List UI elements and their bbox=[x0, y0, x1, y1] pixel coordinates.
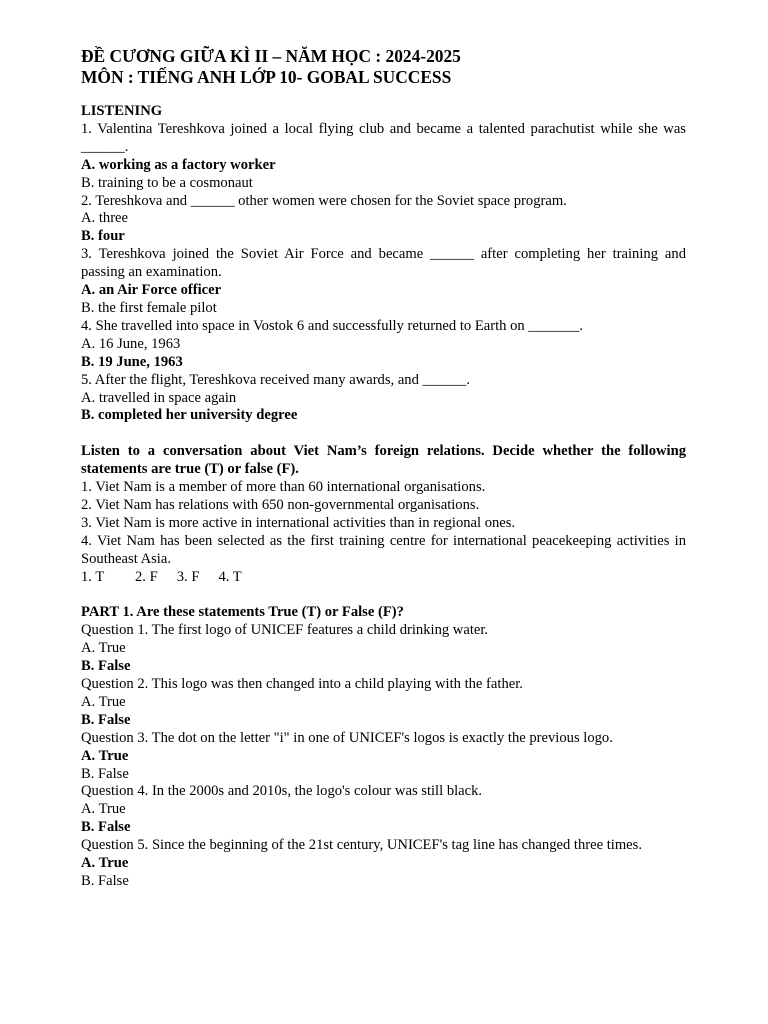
part1-q5-option-a: A. True bbox=[81, 855, 129, 872]
part1-q1-option-a: A. True bbox=[81, 640, 126, 657]
conversation-answer-key bbox=[81, 569, 686, 587]
listening-q1-option-b: B. training to be a cosmonaut bbox=[81, 174, 253, 191]
listening-q3-option-a: A. an Air Force officer bbox=[81, 282, 222, 299]
conversation-statement-4: 4. Viet Nam has been selected as the first training centre for international peacekeeping activities in Southeast Asia. bbox=[81, 532, 686, 567]
listening-q5-option-b: B. completed her university degree bbox=[81, 407, 298, 424]
part1-q5-stem: Question 5. Since the beginning of the 21st century, UNICEF's tag line has changed three times. bbox=[81, 837, 642, 854]
listening-q4-stem: 4. She travelled into space in Vostok 6 and successfully returned to Earth on _______. bbox=[81, 317, 584, 334]
part1-q3-option-a: A. True bbox=[81, 747, 129, 764]
answer-4: 4. T bbox=[218, 568, 242, 585]
listening-q2-option-a: A. three bbox=[81, 210, 129, 227]
part1-q2-option-b: B. False bbox=[81, 711, 131, 728]
conversation-statement-2: 2. Viet Nam has relations with 650 non-governmental organisations. bbox=[81, 496, 480, 513]
listening-q3-stem: 3. Tereshkova joined the Soviet Air Force and became ______ after completing her training and passing an examination. bbox=[81, 246, 686, 281]
answer-2: 2. F bbox=[135, 568, 158, 585]
answer-1: 1. T bbox=[81, 568, 105, 585]
listening-q3-option-b: B. the first female pilot bbox=[81, 299, 217, 316]
part1-q5-option-b: B. False bbox=[81, 872, 129, 889]
part1-q4-stem: Question 4. In the 2000s and 2010s, the logo's colour was still black. bbox=[81, 783, 483, 800]
part1-q2-stem: Question 2. This logo was then changed into a child playing with the father. bbox=[81, 675, 523, 692]
part1-q3-stem: Question 3. The dot on the letter "i" in one of UNICEF's logos is exactly the previous logo. bbox=[81, 729, 613, 746]
listening-q4-option-a: A. 16 June, 1963 bbox=[81, 335, 181, 352]
answer-3: 3. F bbox=[176, 568, 200, 585]
spacer bbox=[81, 586, 686, 604]
listening-q5-stem: 5. After the flight, Tereshkova received many awards, and ______. bbox=[81, 371, 470, 388]
part1-q1-stem: Question 1. The first logo of UNICEF features a child drinking water. bbox=[81, 622, 489, 639]
document-body bbox=[81, 46, 686, 891]
spacer bbox=[81, 87, 686, 103]
part1-heading: PART 1. Are these statements True (T) or False (F)? bbox=[81, 604, 404, 621]
part1-q1-option-b: B. False bbox=[81, 658, 131, 675]
listening-q5-option-a: A. travelled in space again bbox=[81, 389, 237, 406]
conversation-statement-3: 3. Viet Nam is more active in international activities than in regional ones. bbox=[81, 514, 516, 531]
conversation-instruction: Listen to a conversation about Viet Nam’s foreign relations. Decide whether the following statements are true (T) or false (F). bbox=[81, 443, 686, 478]
listening-q1-option-a: A. working as a factory worker bbox=[81, 156, 276, 173]
listening-q2-option-b: B. four bbox=[81, 228, 125, 245]
part1-q3-option-b: B. False bbox=[81, 765, 129, 782]
spacer bbox=[81, 425, 686, 443]
listening-q2-stem: 2. Tereshkova and ______ other women were chosen for the Soviet space program. bbox=[81, 192, 567, 209]
conversation-statement-1: 1. Viet Nam is a member of more than 60 international organisations. bbox=[81, 479, 486, 496]
title-line-2: MÔN : TIẾNG ANH LỚP 10- GOBAL SUCCESS bbox=[81, 66, 452, 87]
part1-q2-option-a: A. True bbox=[81, 693, 126, 710]
listening-q1-stem: 1. Valentina Tereshkova joined a local flying club and became a talented parachutist while she was ______. bbox=[81, 120, 686, 155]
listening-q4-option-b: B. 19 June, 1963 bbox=[81, 353, 183, 370]
title-line-1: ĐỀ CƯƠNG GIỮA KÌ II – NĂM HỌC : 2024-2025 bbox=[81, 46, 461, 66]
listening-heading: LISTENING bbox=[81, 103, 163, 119]
part1-q4-option-b: B. False bbox=[81, 819, 131, 836]
part1-q4-option-a: A. True bbox=[81, 801, 126, 818]
